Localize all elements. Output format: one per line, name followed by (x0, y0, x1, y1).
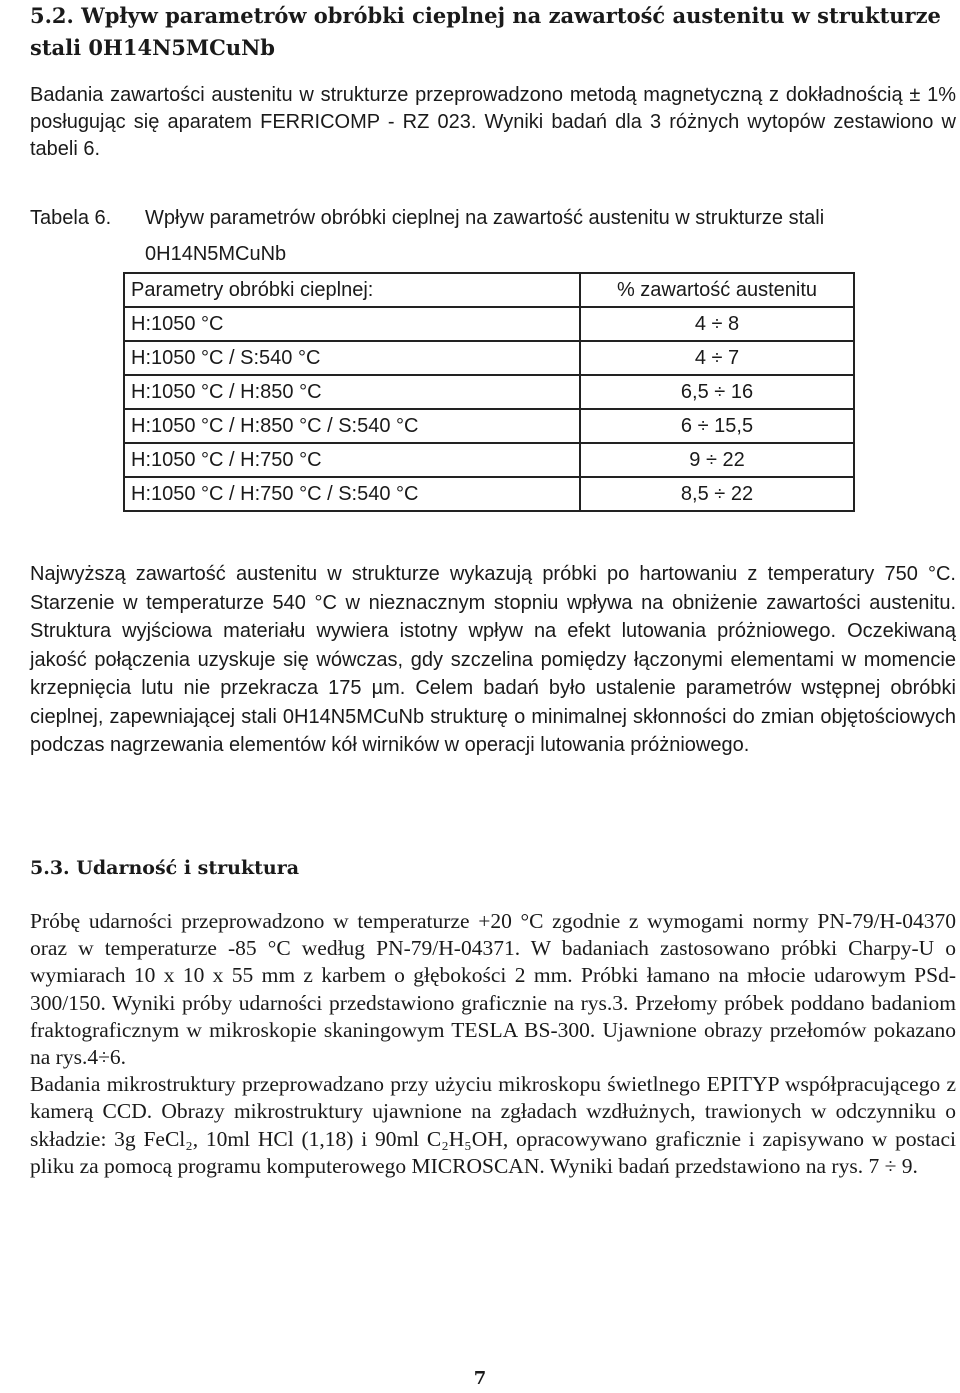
row-parameters: H:1050 °C / H:750 °C (124, 443, 580, 477)
table-caption-line-1: Wpływ parametrów obróbki cieplnej na zawartość austenitu w strukturze stali (145, 207, 825, 229)
header-parameters: Parametry obróbki cieplnej: (124, 273, 580, 307)
austenite-table (123, 272, 855, 512)
results-text: Najwyższą zawartość austenitu w strukturze wykazują próbki po hartowaniu z temperatury 750 °C. Starzenie w temperaturze 540 °C w nieznacznym stopniu wpływa na obniżenie zawartości austenitu. Struktura wyjściowa materiału wywiera istotny wpływ na efekt lutowania próżniowego. Oczekiwaną jakość połączenia uzyskuje się wówczas, gdy szczelina pomiędzy łączonymi elementami w momencie krzepnięcia lutu nie przekracza 175 µm. Celem badań było ustalenie parametrów wstępnej obróbki cieplnej, zapewniającej stali 0H14N5MCuNb strukturę o minimalnej skłonności do zmian objętościowych podczas nagrzewania elementów kół wirników w operacji lutowania próżniowego. (30, 563, 956, 756)
row-parameters: H:1050 °C / H:850 °C / S:540 °C (124, 409, 580, 443)
table-row (124, 341, 854, 375)
row-austenite: 8,5 ÷ 22 (580, 477, 854, 511)
row-austenite: 4 ÷ 7 (580, 341, 854, 375)
table-row (124, 375, 854, 409)
table-caption (30, 200, 960, 272)
row-austenite: 6,5 ÷ 16 (580, 375, 854, 409)
row-parameters: H:1050 °C / H:850 °C (124, 375, 580, 409)
impact-test-paragraph: Próbę udarności przeprowadzono w temperaturze +20 °C zgodnie z wymogami normy PN-79/H-04370 oraz w temperaturze -85 °C według PN-79/H-04371. W badaniach zastosowano próbki Charpy-U o wymiarach 10 x 10 x 55 mm z karbem o głębokości 2 mm. Próbki łamano na młocie udarowym PSd-300/150. Wyniki próby udarności przedstawiono graficznie na rys.3. Przełomy próbek poddano badaniom fraktograficznym w mikroskopie skaningowym TESLA BS-300. Ujawnione obrazy przełomów pokazano na rys.4÷6. (30, 909, 956, 1070)
section-5-3-body (30, 908, 956, 1180)
table-header-row (124, 273, 854, 307)
intro-paragraph (30, 82, 956, 163)
header-austenite: % zawartość austenitu (580, 273, 854, 307)
table-row (124, 307, 854, 341)
table-row (124, 443, 854, 477)
row-austenite: 4 ÷ 8 (580, 307, 854, 341)
table-row (124, 477, 854, 511)
row-parameters: H:1050 °C (124, 307, 580, 341)
row-parameters: H:1050 °C / H:750 °C / S:540 °C (124, 477, 580, 511)
row-austenite: 9 ÷ 22 (580, 443, 854, 477)
table-caption-line-2: 0H14N5MCuNb (145, 243, 287, 265)
row-parameters: H:1050 °C / S:540 °C (124, 341, 580, 375)
intro-text: Badania zawartości austenitu w strukturze przeprowadzono metodą magnetyczną z dokładnością ± 1% posługując się aparatem FERRICOMP - RZ 023. Wyniki badań dla 3 różnych wytopów zestawiono w tabeli 6. (30, 84, 956, 160)
table-row (124, 409, 854, 443)
row-austenite: 6 ÷ 15,5 (580, 409, 854, 443)
table-label: Tabela 6. (30, 207, 112, 229)
microstructure-paragraph: Badania mikrostruktury przeprowadzano przy użyciu mikroskopu świetlnego EPITYP współpracującego z kamerą CCD. Obrazy mikrostruktury ujawnione na zgładach wzdłużnych, trawionych w odczynniku o składzie: 3g FeCl₂, 10ml HCl (1,18) i 90ml C₂H₅OH, opracowywano graficznie i zapisywano w postaci pliku za pomocą programu komputerowego MICROSCAN. Wyniki badań przedstawiono na rys. 7 ÷ 9. (30, 1072, 956, 1178)
section-heading-5-2: 5.2. Wpływ parametrów obróbki cieplnej na zawartość austenitu w strukturze stali 0H14N5MCuNb (30, 3, 941, 60)
section-heading-5-3: 5.3. Udarność i struktura (30, 857, 300, 879)
results-paragraph (30, 560, 956, 760)
page-number: 7 (473, 1368, 487, 1389)
